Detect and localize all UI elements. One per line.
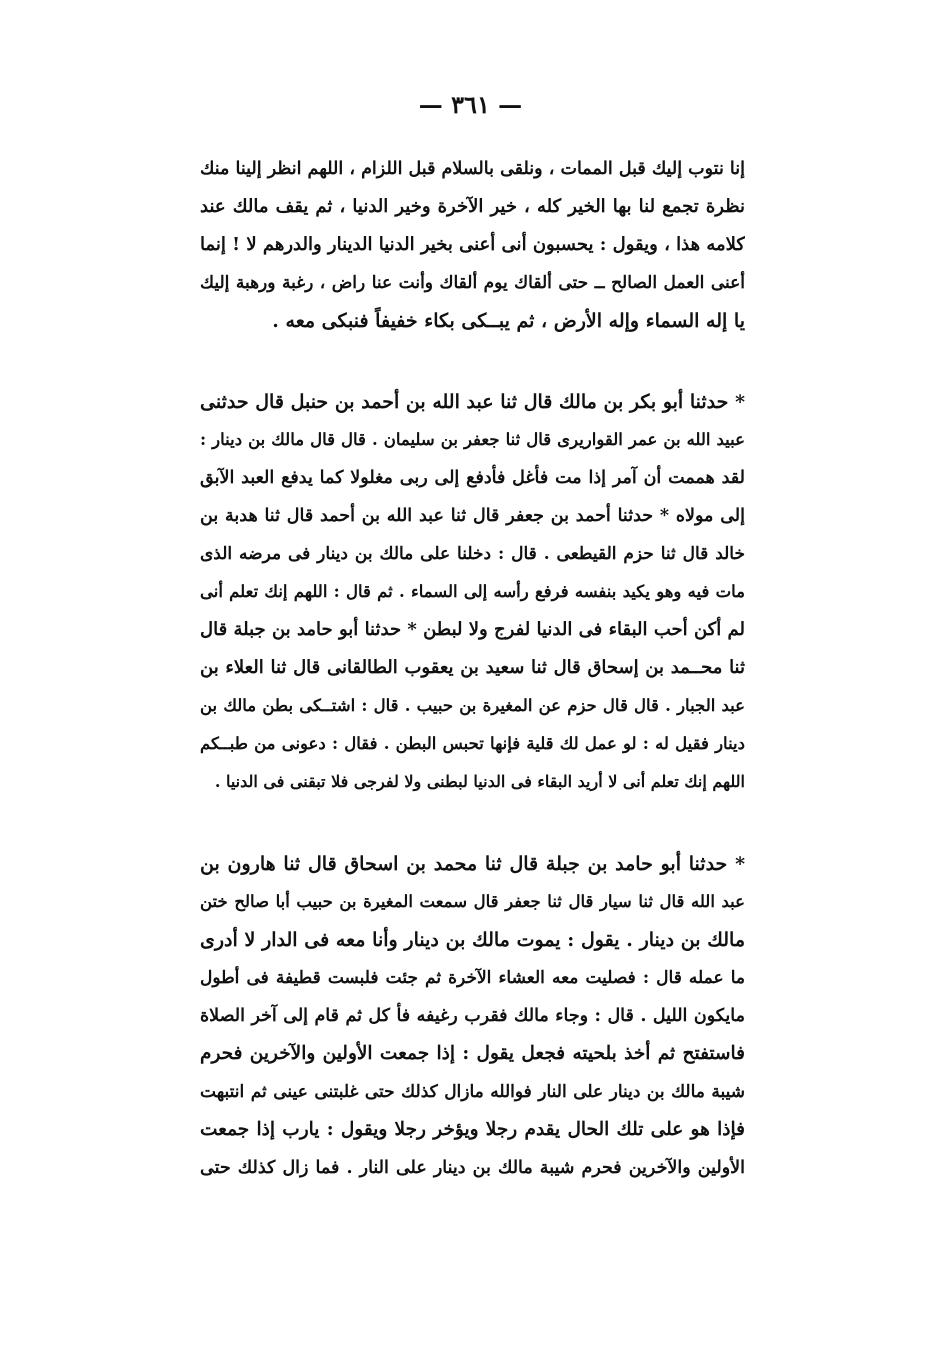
text-line: لقد هممت أن آمر إذا مت فأغل فأدفع إلى ربى مغلولا كما يدفع العبد الآبق: [200, 468, 745, 488]
text-line: إنا نتوب إليك قبل الممات ، ونلقى بالسلام قبل اللزام ، اللهم انظر إلينا منك: [200, 159, 745, 179]
text-line: مالك بن دينار . يقول : يموت مالك بن دينار وأنا معه فى الدار لا أدرى: [200, 929, 745, 951]
paragraph-malik-illness: [200, 383, 745, 801]
text-line: شيبة مالك بن دينار على النار فوالله مازال كذلك حتى غلبتنى عينى ثم انتبهت: [200, 1082, 745, 1102]
paragraph-malik-night-prayer: [200, 845, 745, 1187]
text-line: * حدثنا أبو بكر بن مالك قال ثنا عبد الله بن أحمد بن حنبل قال حدثنى: [200, 391, 745, 413]
text-line: دينار فقيل له : لو عمل لك قلية فإنها تحبس البطن . فقال : دعونى من طبــكم: [200, 734, 745, 753]
text-line: خالد قال ثنا حزم القيطعى . قال : دخلنا على مالك بن دينار فى مرضه الذى: [200, 544, 745, 564]
text-line: نظرة تجمع لنا بها الخير كله ، خير الآخرة وخير الدنيا ، ثم يقف مالك عند: [200, 196, 745, 217]
text-line: مات فيه وهو يكيد بنفسه فرفع رأسه إلى السماء . ثم قال : اللهم إنك تعلم أنى: [200, 582, 745, 601]
text-line: فاستفتح ثم أخذ بلحيته فجعل يقول : إذا جمعت الأولين والآخرين فحرم: [200, 1043, 745, 1064]
text-line: إلى مولاه * حدثنا أحمد بن جعفر قال ثنا عبد الله بن أحمد قال ثنا هدبة بن: [200, 506, 745, 526]
text-line: * حدثنا أبو حامد بن جبلة قال ثنا محمد بن اسحاق قال ثنا هارون بن: [200, 853, 745, 875]
text-line: مايكون الليل . قال : وجاء مالك فقرب رغيفه فأ كل ثم قام إلى آخر الصلاة: [200, 1006, 745, 1026]
text-line: ثنا محــمد بن إسحاق قال ثنا سعيد بن يعقوب الطالقانى قال ثنا العلاء بن: [200, 657, 745, 678]
text-line: أعنى العمل الصالح ــ حتى ألقاك يوم ألقاك وأنت عنا راض ، رغبة ورهبة إليك: [200, 273, 745, 293]
text-line: عبد الله قال ثنا سيار قال ثنا جعفر قال سمعت المغيرة بن حبيب أبا صالح ختن: [200, 892, 745, 911]
text-line: لم أكن أحب البقاء فى الدنيا لفرج ولا لبطن * حدثنا أبو حامد بن جبلة قال: [200, 619, 745, 640]
paragraph-malik-prayer: [200, 150, 745, 340]
text-line: عبيد الله بن عمر القواريرى قال ثنا جعفر بن سليمان . قال قال مالك بن دينار :: [200, 430, 745, 449]
text-line: ما عمله قال : فصليت معه العشاء الآخرة ثم جئت فلبست قطيفة فى أطول: [200, 968, 745, 988]
text-line: يا إله السماء وإله الأرض ، ثم يبــكى بكاء خفيفاً فنبكى معه .: [272, 310, 745, 332]
text-line: عبد الجبار . قال قال حزم عن المغيرة بن حبيب . قال : اشتــكى بطن مالك بن: [200, 696, 745, 715]
page-number: — ٣٦١ —: [418, 90, 523, 119]
text-line: فإذا هو على تلك الحال يقدم رجلا ويؤخر رجلا ويقول : يارب إذا جمعت: [200, 1119, 745, 1140]
text-line: كلامه هذا ، ويقول : يحسبون أنى أعنى بخير الدنيا الدينار والدرهم لا ! إنما: [200, 234, 745, 255]
text-line: اللهم إنك تعلم أنى لا أريد البقاء فى الدنيا لبطنى ولا لفرجى فلا تبقنى فى الدنيا .: [214, 772, 745, 791]
text-line: الأولين والآخرين فحرم شيبة مالك بن دينار على النار . فما زال كذلك حتى: [200, 1158, 745, 1178]
